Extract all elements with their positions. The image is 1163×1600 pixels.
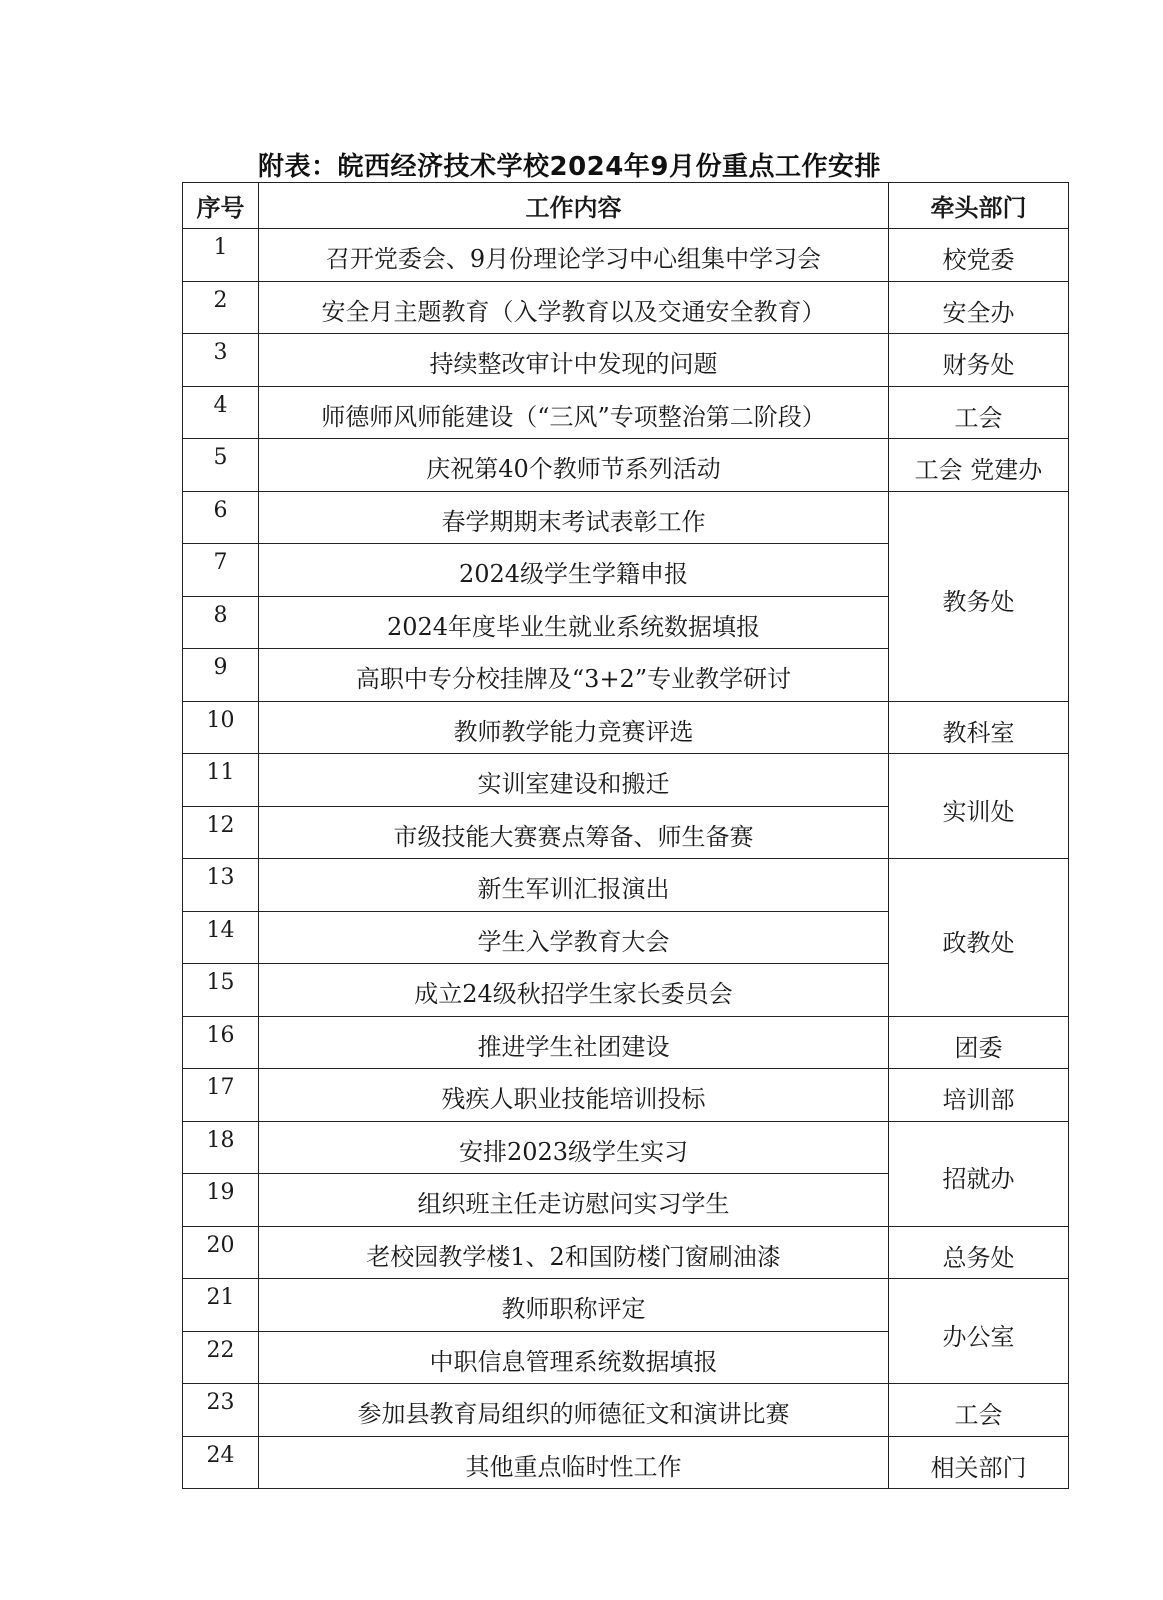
table-row [183, 859, 1069, 912]
row-task: 持续整改审计中发现的问题 [259, 334, 889, 387]
row-seq: 2 [183, 281, 259, 334]
row-task: 实训室建设和搬迁 [259, 754, 889, 807]
row-seq: 13 [183, 859, 259, 912]
row-dept: 校党委 [889, 229, 1069, 282]
row-task: 召开党委会、9月份理论学习中心组集中学习会 [259, 229, 889, 282]
table-row [183, 229, 1069, 282]
row-task: 中职信息管理系统数据填报 [259, 1331, 889, 1384]
row-task: 其他重点临时性工作 [259, 1436, 889, 1489]
row-seq: 14 [183, 911, 259, 964]
row-task: 2024年度毕业生就业系统数据填报 [259, 596, 889, 649]
row-seq: 15 [183, 964, 259, 1017]
row-dept: 安全办 [889, 281, 1069, 334]
row-dept: 工会 党建办 [889, 439, 1069, 492]
row-dept: 招就办 [889, 1121, 1069, 1226]
row-task: 残疾人职业技能培训投标 [259, 1069, 889, 1122]
table-row [183, 1069, 1069, 1122]
row-seq: 9 [183, 649, 259, 702]
row-seq: 18 [183, 1121, 259, 1174]
row-dept: 财务处 [889, 334, 1069, 387]
row-task: 新生军训汇报演出 [259, 859, 889, 912]
row-dept: 办公室 [889, 1279, 1069, 1384]
row-dept: 教务处 [889, 491, 1069, 701]
row-dept: 教科室 [889, 701, 1069, 754]
row-dept: 团委 [889, 1016, 1069, 1069]
row-seq: 10 [183, 701, 259, 754]
row-seq: 12 [183, 806, 259, 859]
row-seq: 4 [183, 386, 259, 439]
row-task: 推进学生社团建设 [259, 1016, 889, 1069]
row-dept: 工会 [889, 386, 1069, 439]
row-seq: 16 [183, 1016, 259, 1069]
row-task: 学生入学教育大会 [259, 911, 889, 964]
row-task: 成立24级秋招学生家长委员会 [259, 964, 889, 1017]
row-task: 师德师风师能建设（“三风”专项整治第二阶段） [259, 386, 889, 439]
row-seq: 8 [183, 596, 259, 649]
row-task: 参加县教育局组织的师德征文和演讲比赛 [259, 1384, 889, 1437]
row-dept: 培训部 [889, 1069, 1069, 1122]
row-task: 安排2023级学生实习 [259, 1121, 889, 1174]
table-row [183, 701, 1069, 754]
row-task: 教师教学能力竞赛评选 [259, 701, 889, 754]
row-task: 高职中专分校挂牌及“3+2”专业教学研讨 [259, 649, 889, 702]
row-seq: 3 [183, 334, 259, 387]
row-seq: 17 [183, 1069, 259, 1122]
work-schedule-table [182, 182, 1069, 1489]
table-row [183, 1436, 1069, 1489]
row-seq: 19 [183, 1174, 259, 1227]
row-dept: 实训处 [889, 754, 1069, 859]
row-seq: 5 [183, 439, 259, 492]
row-dept: 相关部门 [889, 1436, 1069, 1489]
page-title: 附表：皖西经济技术学校2024年9月份重点工作安排 [258, 152, 881, 182]
row-dept: 总务处 [889, 1226, 1069, 1279]
row-task: 市级技能大赛赛点筹备、师生备赛 [259, 806, 889, 859]
row-seq: 11 [183, 754, 259, 807]
header-seq: 序号 [183, 183, 259, 229]
row-seq: 22 [183, 1331, 259, 1384]
table-row [183, 754, 1069, 807]
table-header-row [183, 183, 1069, 229]
row-dept: 工会 [889, 1384, 1069, 1437]
row-seq: 23 [183, 1384, 259, 1437]
row-task: 春学期期末考试表彰工作 [259, 491, 889, 544]
table-row [183, 1384, 1069, 1437]
header-dept: 牵头部门 [889, 183, 1069, 229]
row-task: 庆祝第40个教师节系列活动 [259, 439, 889, 492]
row-seq: 7 [183, 544, 259, 597]
table-row [183, 491, 1069, 544]
row-task: 2024级学生学籍申报 [259, 544, 889, 597]
table-row [183, 386, 1069, 439]
row-task: 安全月主题教育（入学教育以及交通安全教育） [259, 281, 889, 334]
row-dept: 政教处 [889, 859, 1069, 1017]
table-row [183, 1016, 1069, 1069]
header-task: 工作内容 [259, 183, 889, 229]
table-row [183, 439, 1069, 492]
row-task: 组织班主任走访慰问实习学生 [259, 1174, 889, 1227]
table-row [183, 281, 1069, 334]
row-seq: 6 [183, 491, 259, 544]
row-seq: 21 [183, 1279, 259, 1332]
table-body [183, 229, 1069, 1489]
table-row [183, 1279, 1069, 1332]
row-seq: 24 [183, 1436, 259, 1489]
table-row [183, 334, 1069, 387]
row-seq: 1 [183, 229, 259, 282]
table-row [183, 1121, 1069, 1174]
table-row [183, 1226, 1069, 1279]
row-task: 教师职称评定 [259, 1279, 889, 1332]
row-task: 老校园教学楼1、2和国防楼门窗刷油漆 [259, 1226, 889, 1279]
row-seq: 20 [183, 1226, 259, 1279]
